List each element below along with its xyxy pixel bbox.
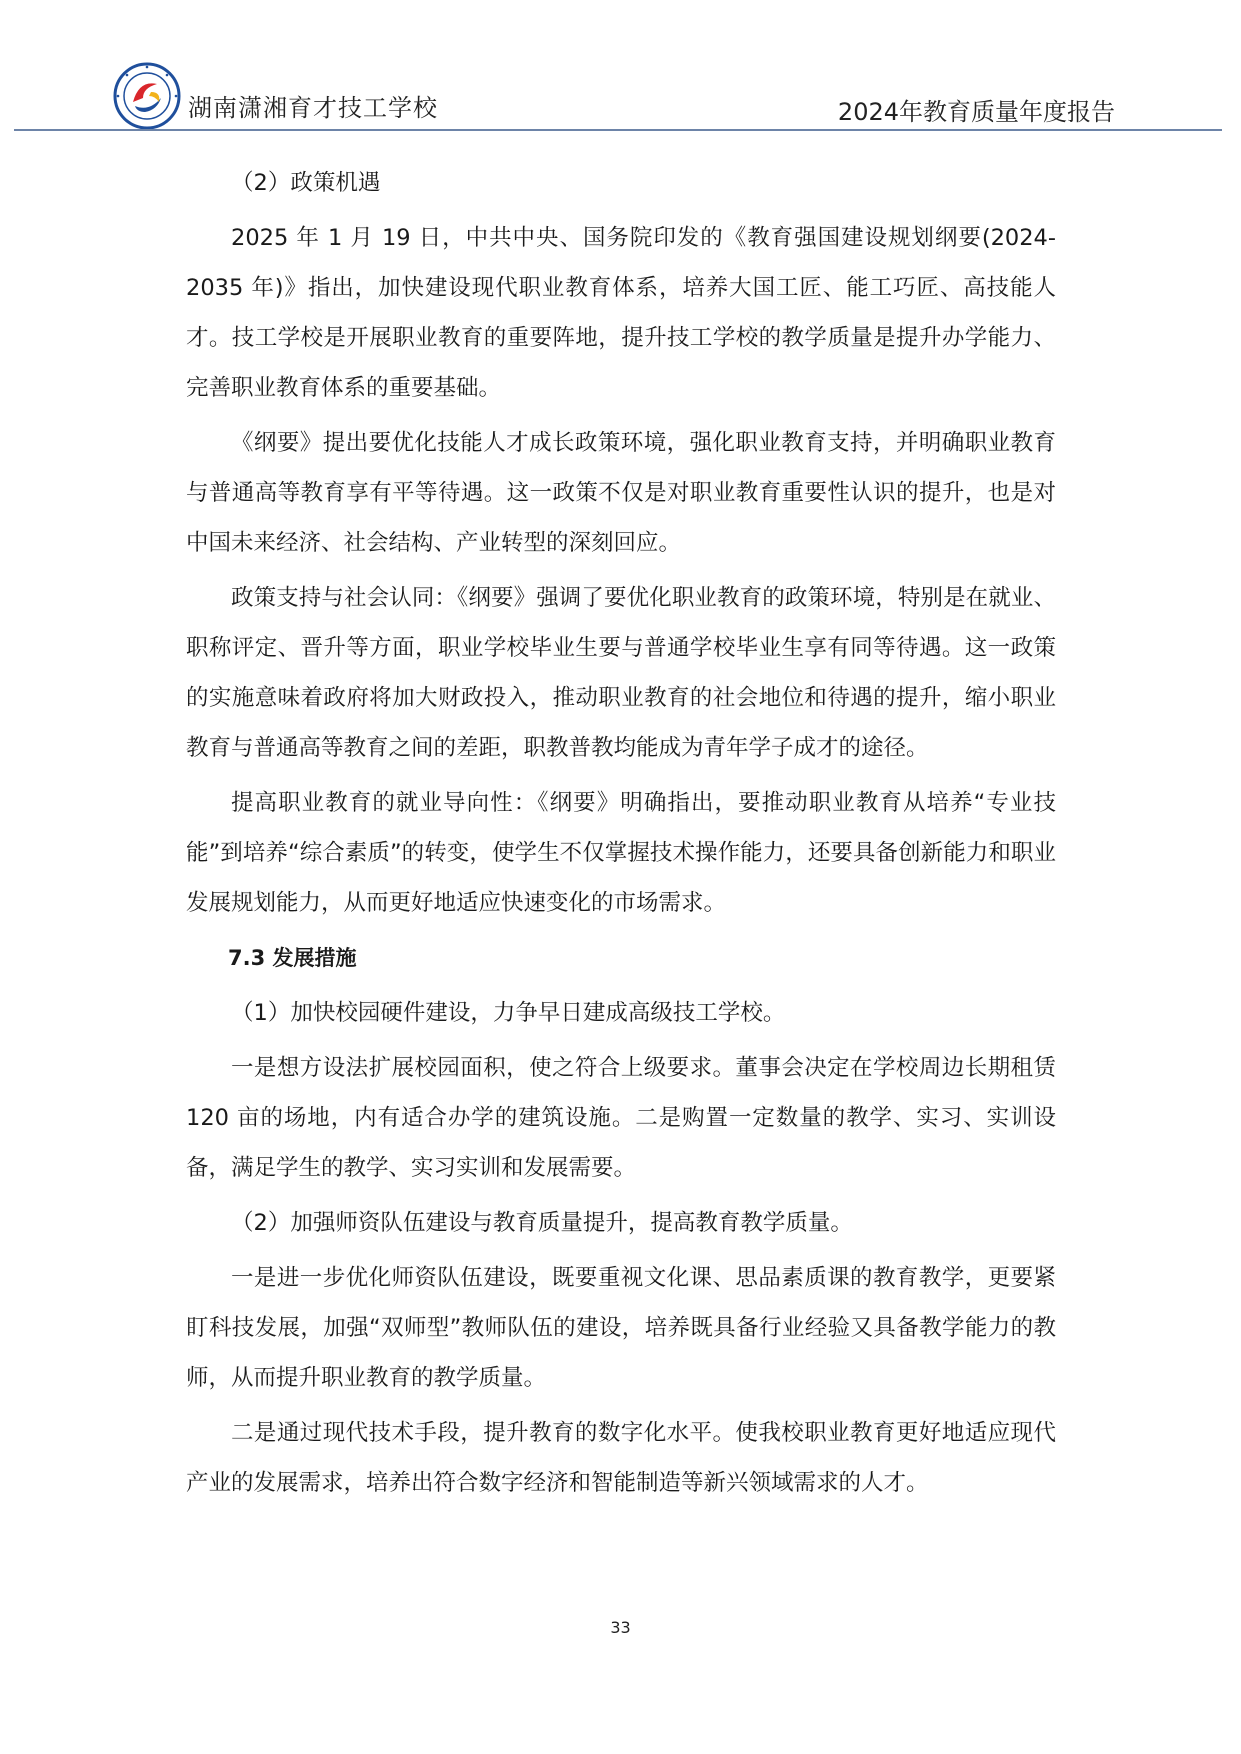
- body-paragraph: 提高职业教育的就业导向性：《纲要》明确指出，要推动职业教育从培养“专业技能”到培养“综合素质”的转变，使学生不仅掌握技术操作能力，还要具备创新能力和职业发展规划能力，从而更好地适应快速变化的市场需求。: [186, 790, 1056, 916]
- header-divider: [14, 129, 1222, 131]
- body-paragraph: 一是想方设法扩展校园面积，使之符合上级要求。董事会决定在学校周边长期租赁 120 亩的场地，内有适合办学的建筑设施。二是购置一定数量的教学、实习、实训设备，满足学生的教学、实习实训和发展需要。: [186, 1055, 1056, 1181]
- subsection-heading: （2）加强师资队伍建设与教育质量提升，提高教育教学质量。: [231, 1210, 853, 1236]
- body-paragraph: 一是进一步优化师资队伍建设，既要重视文化课、思品素质课的教育教学，更要紧盯科技发展，加强“双师型”教师队伍的建设，培养既具备行业经验又具备教学能力的教师，从而提升职业教育的教学质量。: [186, 1265, 1056, 1391]
- section-heading: 7.3 发展措施: [228, 946, 357, 970]
- body-paragraph: 2025 年 1 月 19 日，中共中央、国务院印发的《教育强国建设规划纲要(2024-2035 年)》指出，加快建设现代职业教育体系，培养大国工匠、能工巧匠、高技能人才。技工学校是开展职业教育的重要阵地，提升技工学校的教学质量是提升办学能力、完善职业教育体系的重要基础。: [186, 225, 1056, 401]
- school-name: 湖南潇湘育才技工学校: [188, 94, 438, 122]
- page-number: 33: [610, 1618, 631, 1637]
- body-paragraph: 《纲要》提出要优化技能人才成长政策环境，强化职业教育支持，并明确职业教育与普通高等教育享有平等待遇。这一政策不仅是对职业教育重要性认识的提升，也是对中国未来经济、社会结构、产业转型的深刻回应。: [186, 430, 1056, 556]
- page-header: [0, 0, 1241, 135]
- document-body: [186, 158, 1056, 1513]
- subsection-heading: （2）政策机遇: [231, 170, 381, 196]
- subsection-heading: （1）加快校园硬件建设，力争早日建成高级技工学校。: [231, 1000, 786, 1026]
- report-title: 2024年教育质量年度报告: [837, 98, 1115, 126]
- body-paragraph: 二是通过现代技术手段，提升教育的数字化水平。使我校职业教育更好地适应现代产业的发展需求，培养出符合数字经济和智能制造等新兴领域需求的人才。: [186, 1420, 1056, 1496]
- body-paragraph: 政策支持与社会认同：《纲要》强调了要优化职业教育的政策环境，特别是在就业、职称评定、晋升等方面，职业学校毕业生要与普通学校毕业生享有同等待遇。这一政策的实施意味着政府将加大财政投入，推动职业教育的社会地位和待遇的提升，缩小职业教育与普通高等教育之间的差距，职教普教均能成为青年学子成才的途径。: [186, 585, 1056, 761]
- school-emblem-icon: [113, 62, 181, 130]
